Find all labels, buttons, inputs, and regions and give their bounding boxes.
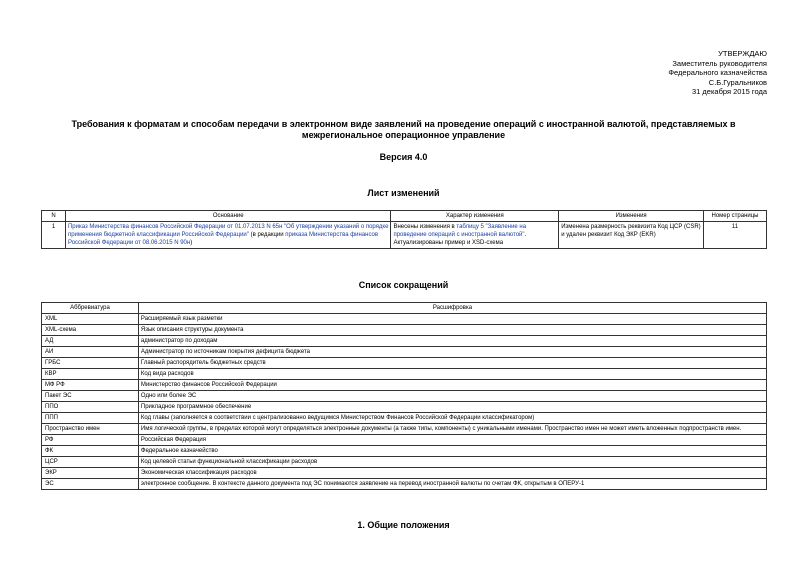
nature-text: . Актуализированы пример и XSD-схема bbox=[393, 232, 527, 246]
col-header-n: N bbox=[42, 211, 66, 222]
col-header-page: Номер страницы bbox=[704, 211, 767, 222]
table-row bbox=[42, 358, 767, 369]
table-row bbox=[42, 380, 767, 391]
abbreviations-table bbox=[41, 302, 767, 490]
changes-heading: Лист изменений bbox=[367, 188, 440, 198]
table-row bbox=[42, 314, 767, 325]
document-title: Требования к форматам и способам передачи в электронном виде заявлений на проведение операций с иностранной валютой, представляемых в межрегиональное операционное управление bbox=[71, 119, 736, 140]
approval-line: Заместитель руководителя bbox=[672, 58, 767, 68]
abbreviations-heading: Список сокращений bbox=[358, 280, 449, 290]
decode-cell: Главный распорядитель бюджетных средств bbox=[138, 358, 766, 369]
cell-n: 1 bbox=[42, 222, 66, 249]
changes-table bbox=[41, 210, 767, 249]
decode-cell: Код вида расходов bbox=[138, 369, 766, 380]
abbr-cell: ГРБС bbox=[42, 358, 139, 369]
col-header-changes: Изменения bbox=[559, 211, 704, 222]
table-row bbox=[42, 347, 767, 358]
decode-cell: Администратор по источникам покрытия дефицита бюджета bbox=[138, 347, 766, 358]
cell-page: 11 bbox=[704, 222, 767, 249]
col-header-nature: Характер изменения bbox=[391, 211, 559, 222]
abbr-cell: АД bbox=[42, 336, 139, 347]
abbr-cell: Пространство имен bbox=[42, 424, 139, 435]
table-row bbox=[42, 457, 767, 468]
abbr-cell: XML-схема bbox=[42, 325, 139, 336]
table-row bbox=[42, 402, 767, 413]
abbr-cell: МФ РФ bbox=[42, 380, 139, 391]
table-row bbox=[42, 413, 767, 424]
table-row bbox=[42, 336, 767, 347]
decode-cell: Экономическая классификация расходов bbox=[138, 468, 766, 479]
order-link[interactable]: Приказ Министерства финансов Российской Федерации от 01.07.2013 N 65н "Об утверждении указаний о порядке применения бюджетной классификации Российской Федерации" bbox=[67, 224, 389, 238]
amendment-link[interactable]: приказа Министерства финансов Российской Федерации от 08.06.2015 N 90н bbox=[67, 232, 379, 246]
cell-changes: Изменена размерность реквизита Код ЦСР (CSR) и удален реквизит Код ЭКР (EKR) bbox=[559, 222, 704, 249]
decode-cell: Язык описания структуры документа bbox=[138, 325, 766, 336]
basis-text: (в редакции bbox=[248, 232, 286, 238]
cell-nature bbox=[391, 222, 559, 249]
abbr-cell: КВР bbox=[42, 369, 139, 380]
abbr-cell: ППП bbox=[42, 413, 139, 424]
decode-cell: Федеральное казначейство bbox=[138, 446, 766, 457]
abbr-cell: ППО bbox=[42, 402, 139, 413]
table-row bbox=[42, 468, 767, 479]
table-row bbox=[42, 391, 767, 402]
col-header-basis: Основание bbox=[65, 211, 390, 222]
section-1-heading: 1. Общие положения bbox=[357, 520, 450, 530]
abbr-cell: ЭКР bbox=[42, 468, 139, 479]
table-row bbox=[42, 435, 767, 446]
table-header-row bbox=[42, 211, 767, 222]
decode-cell: Министерство финансов Российской Федерации bbox=[138, 380, 766, 391]
abbr-cell: РФ bbox=[42, 435, 139, 446]
abbr-cell: XML bbox=[42, 314, 139, 325]
approval-line: С.Б.Гуральников bbox=[708, 77, 767, 87]
basis-text: ) bbox=[190, 240, 193, 246]
cell-basis bbox=[65, 222, 390, 249]
col-header-abbr: Аббревиатура bbox=[42, 303, 139, 314]
nature-text: Внесены изменения в bbox=[393, 224, 457, 230]
table-row bbox=[42, 424, 767, 435]
decode-cell: Расширяемый язык разметки bbox=[138, 314, 766, 325]
decode-cell: администратор по доходам bbox=[138, 336, 766, 347]
table-row bbox=[42, 325, 767, 336]
abbr-cell: АИ bbox=[42, 347, 139, 358]
approval-line: 31 декабря 2015 года bbox=[691, 87, 767, 97]
abbr-cell: ФК bbox=[42, 446, 139, 457]
decode-cell: Имя логической группы, в пределах которой могут определяться электронные документы (а также типы, компоненты) с уникальными именами. Пространство имен не может иметь вложенных подпространств имен. bbox=[138, 424, 766, 435]
table-header-row bbox=[42, 303, 767, 314]
table-row bbox=[42, 479, 767, 490]
col-header-decode: Расшифровка bbox=[138, 303, 766, 314]
decode-cell: Российская Федерация bbox=[138, 435, 766, 446]
abbr-cell: ЭС bbox=[42, 479, 139, 490]
table5-link[interactable]: таблицу 5 "Заявление на проведение операций с иностранной валютой" bbox=[393, 224, 527, 238]
table-row bbox=[42, 222, 767, 249]
approval-line: Федерального казначейства bbox=[668, 68, 767, 78]
decode-cell: электронное сообщение. В контексте данного документа под ЭС понимаются заявление на перевод иностранной валюты по счетам ФК, открытым в ОПЕРУ-1 bbox=[138, 479, 766, 490]
table-row bbox=[42, 446, 767, 457]
abbr-cell: ЦСР bbox=[42, 457, 139, 468]
table-row bbox=[42, 369, 767, 380]
decode-cell: Одно или более ЭС bbox=[138, 391, 766, 402]
approval-line: УТВЕРЖДАЮ bbox=[718, 49, 767, 58]
abbr-cell: Пакет ЭС bbox=[42, 391, 139, 402]
approval-block bbox=[668, 49, 767, 97]
decode-cell: Код целевой статьи функциональной классификации расходов bbox=[138, 457, 766, 468]
decode-cell: Прикладное программное обеспечение bbox=[138, 402, 766, 413]
version-label: Версия 4.0 bbox=[379, 152, 428, 162]
decode-cell: Код главы (заполняется в соответствии с централизованно ведущимся Министерством Финансов Российской Федерации классификатором) bbox=[138, 413, 766, 424]
